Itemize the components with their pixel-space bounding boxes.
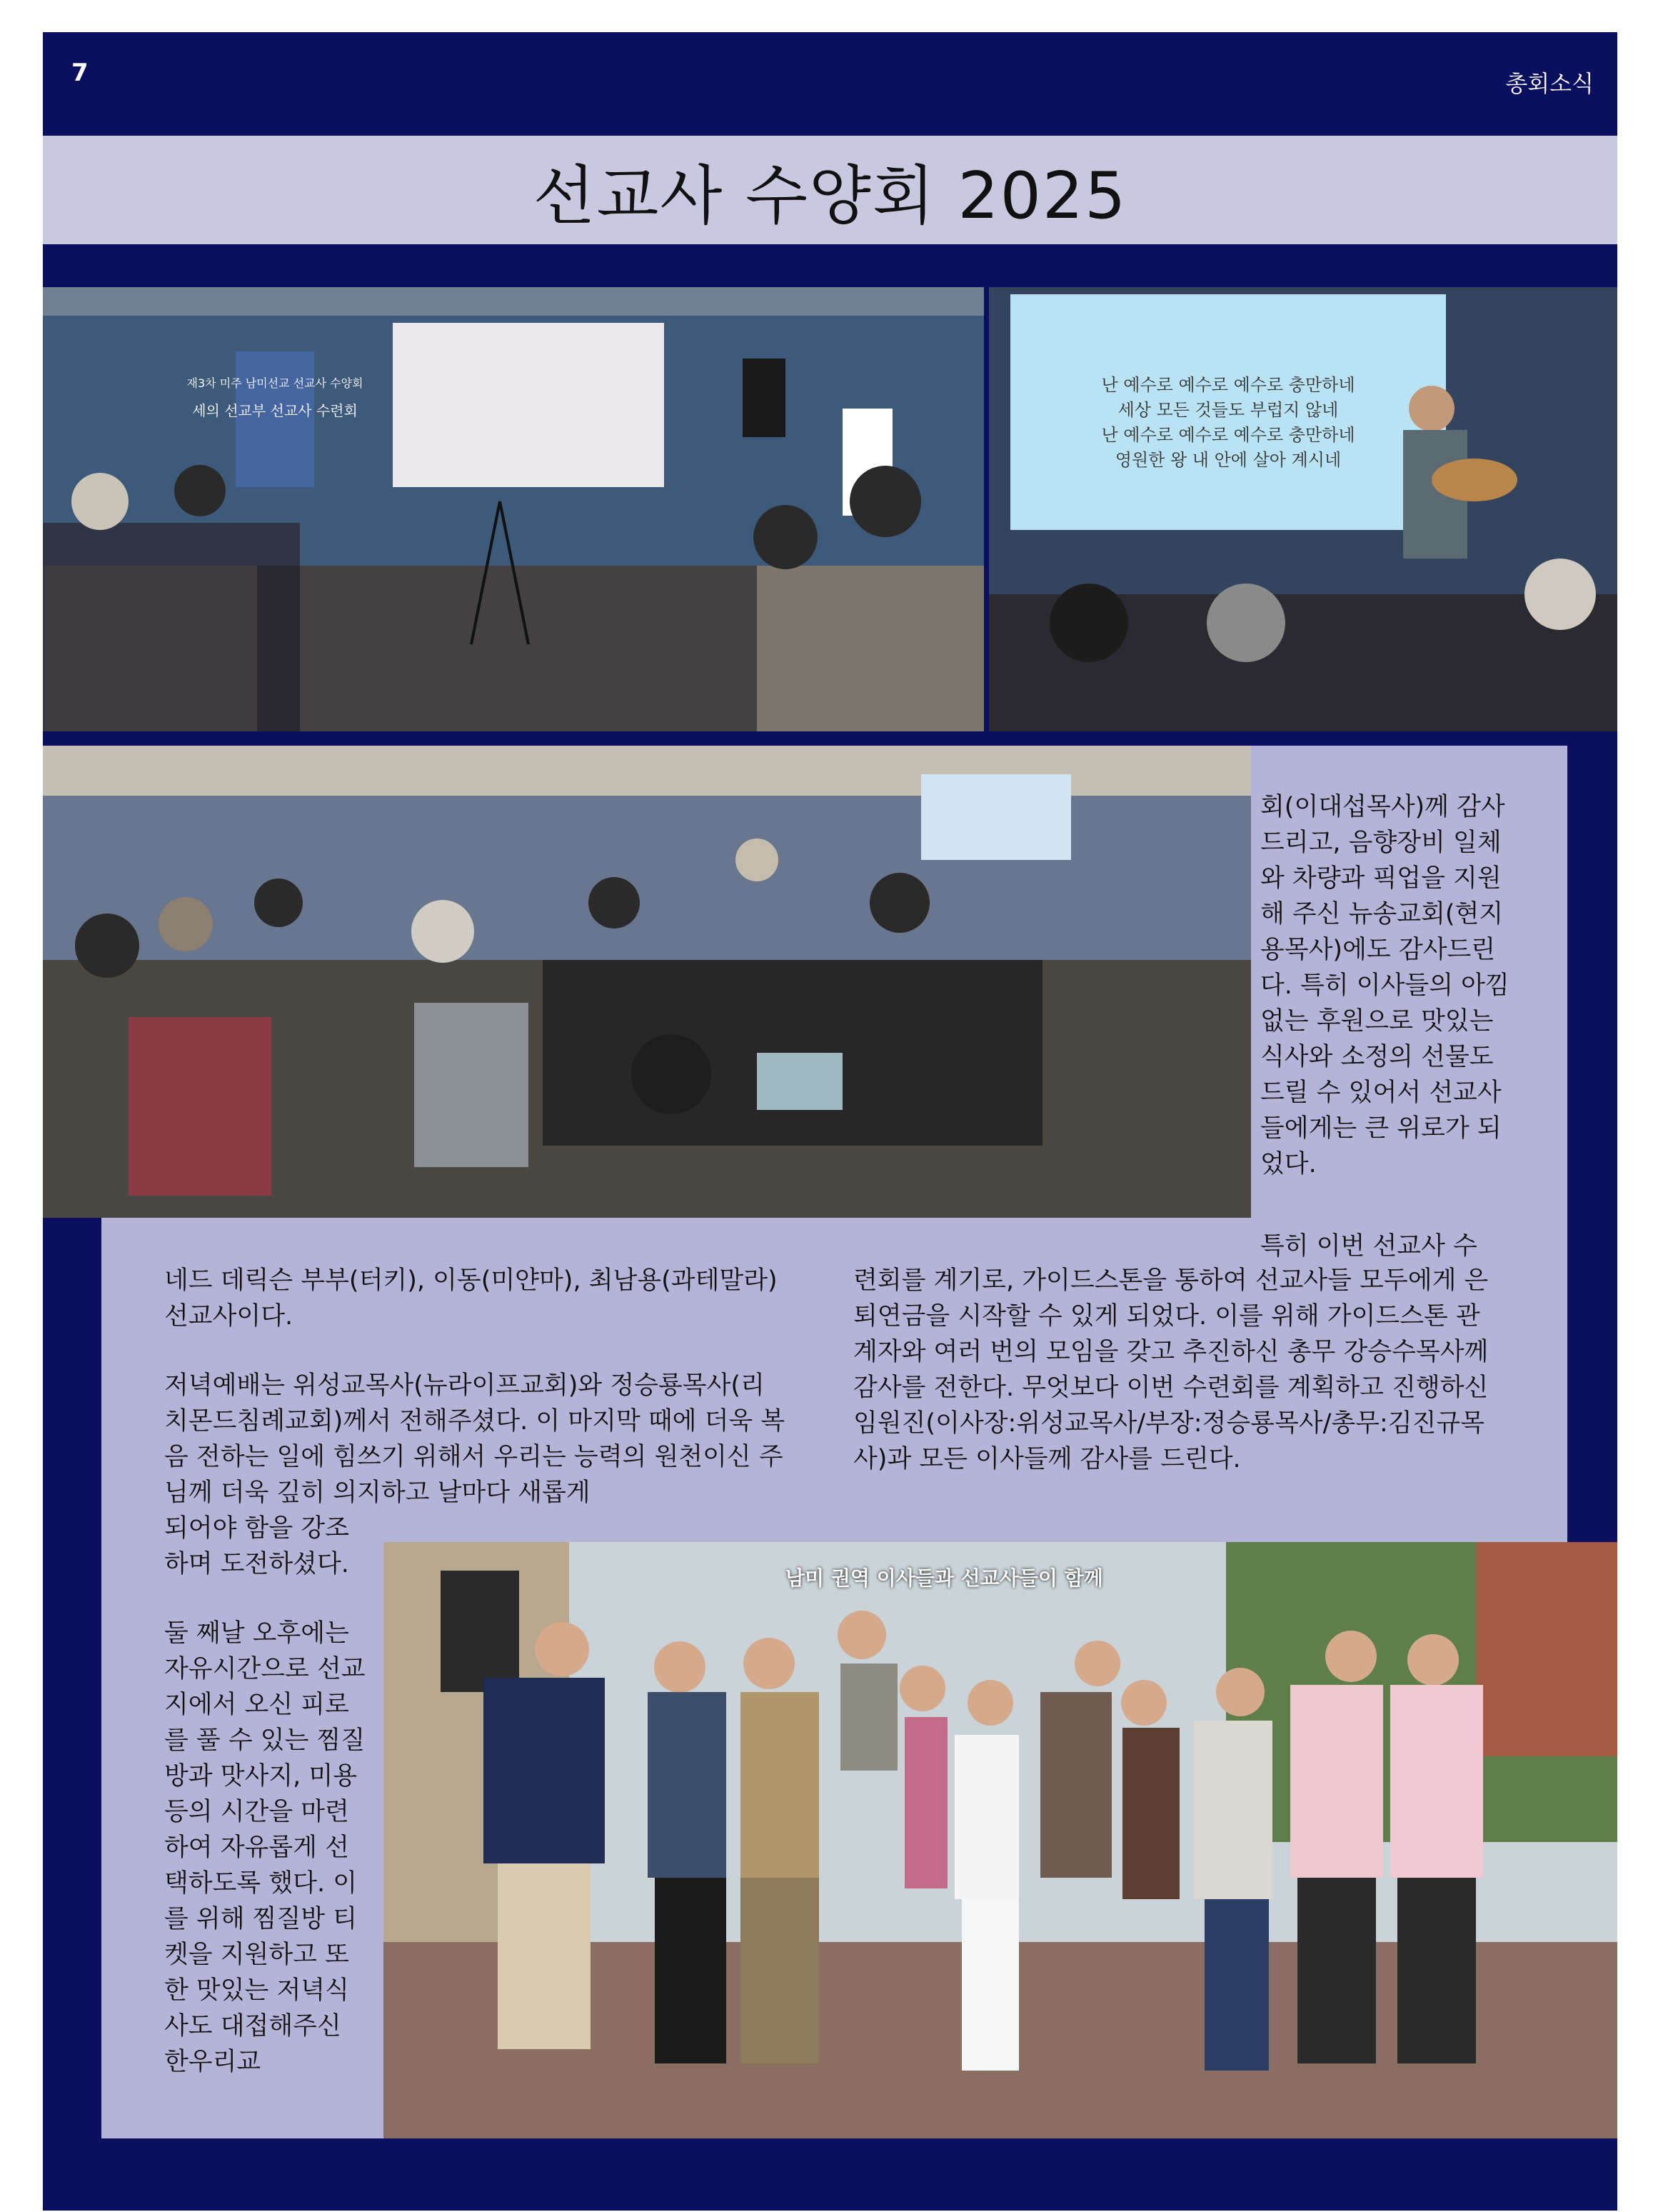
photo-worship	[989, 287, 1617, 731]
lyric-line-2: 세상 모든 것들도 부럽지 않네	[1117, 400, 1339, 420]
paragraph-right-2b: 련회를 계기로, 가이드스톤을 통하여 선교사들 모두에게 은퇴연금을 시작할 수 있게 되었다. 이를 위해 가이드스톤 관계자와 여러 번의 모임을 갖고 추진하신 총무 강승수목사께 감사를 전한다. 무엇보다 이번 수련회를 계획하고 진행하신 임원진(이사장:위성교목사/부장:정승룡목사/총무:김진규목사)과 모든 이사들께 감사를 드린다.	[853, 1266, 1489, 1473]
paragraph-left-3: 둘 째날 오후에는 자유시간으로 선교지에서 오신 피로를 풀 수 있는 찜질방과 맛사지, 미용 등의 시간을 마련하여 자유롭게 선택하도록 했다. 이를 위해 찜질방 티켓을 지원하고 또한 맛있는 저녁식사도 대접해주신 한우리교	[164, 1619, 366, 2076]
photo-audience	[43, 746, 1251, 1218]
page-title: 선교사 수양회 2025	[533, 159, 1127, 234]
photo-group	[383, 1542, 1617, 2138]
paragraph-right-1: 회(이대섭목사)께 감사드리고, 음향장비 일체와 차량과 픽업을 지원해 주신 뉴송교회(현지용목사)에도 감사드린다. 특히 이사들의 아낌없는 후원으로 맛있는 식사와 소정의 선물도 드릴 수 있어서 선교사들에게는 큰 위로가 되었다.	[1260, 793, 1509, 1178]
lyric-line-3: 난 예수로 예수로 예수로 충만하네	[1101, 425, 1355, 445]
lyric-line-4: 영원한 왕 내 안에 살아 계시네	[1115, 450, 1342, 470]
group-photo-caption: 남미 권역 이사들과 선교사들이 함께	[785, 1566, 1103, 1590]
paragraph-left-2b: 되어야 함을 강조하며 도전하셨다.	[164, 1514, 349, 1578]
paragraph-left-1: 네드 데릭슨 부부(터키), 이동(미얀마), 최남용(과테말라) 선교사이다.	[164, 1266, 778, 1331]
banner-text-large: 세의 선교부 선교사 수련회	[192, 402, 358, 419]
lyric-line-1: 난 예수로 예수로 예수로 충만하네	[1101, 375, 1355, 395]
paragraph-right-2a: 특히 이번 선교사 수	[1260, 1232, 1477, 1261]
banner-text-small: 재3차 미주 남미선교 선교사 수양회	[186, 376, 363, 390]
title-band	[43, 136, 1617, 244]
page-number: 7	[71, 59, 89, 87]
section-label: 총회소식	[1505, 70, 1594, 97]
paragraph-left-2: 저녁예배는 위성교목사(뉴라이프교회)와 정승룡목사(리치몬드침례교회)께서 전해주셨다. 이 마지막 때에 더욱 복음 전하는 일에 힘쓰기 위해서 우리는 능력의 원천이신 주님께 더욱 깊히 의지하고 날마다 새롭게	[164, 1371, 785, 1507]
photo-conference-room	[43, 287, 984, 731]
